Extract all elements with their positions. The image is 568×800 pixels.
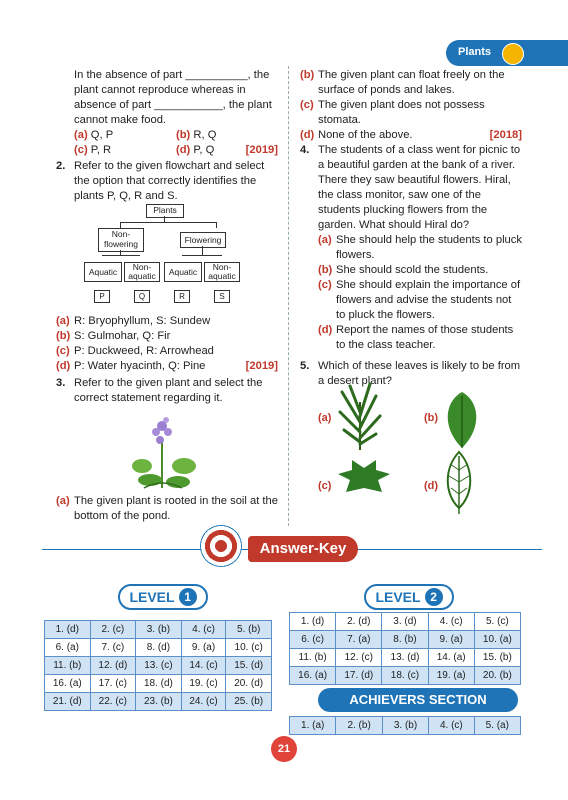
q3-opt-d-text: None of the above. xyxy=(318,129,413,141)
q4-options xyxy=(300,233,522,353)
achievers-table xyxy=(289,716,521,735)
answer-cell: 23. (b) xyxy=(136,693,182,711)
answer-cell: 3. (b) xyxy=(136,621,182,639)
answer-cell: 5. (a) xyxy=(474,717,520,735)
q2-opt-c xyxy=(56,344,278,359)
answer-cell: 19. (c) xyxy=(181,675,226,693)
answer-cell: 14. (a) xyxy=(428,649,474,667)
q4-opt-a-letter: (a) xyxy=(318,234,332,246)
plants-flowchart xyxy=(84,204,254,304)
answer-cell: 10. (a) xyxy=(474,631,520,649)
question-4 xyxy=(300,143,522,233)
q3-opt-d xyxy=(300,128,522,143)
answer-row xyxy=(45,639,272,657)
answer-row xyxy=(290,717,521,735)
q2-opt-b-letter: (b) xyxy=(56,330,71,342)
q1-opt-c-letter: (c) xyxy=(74,144,88,156)
q2-opt-b-text: S: Gulmohar, Q: Fir xyxy=(74,330,171,342)
q1-options-row1 xyxy=(56,128,278,143)
level-2-number: 2 xyxy=(425,588,443,606)
q4-opt-d-letter: (d) xyxy=(318,324,333,336)
q1-stem: In the absence of part __________, the plant cannot reproduce whereas in absence of part ___________, the plant cannot make food. xyxy=(74,69,272,126)
leaf-a-image xyxy=(336,382,384,452)
answer-cell: 12. (c) xyxy=(336,649,382,667)
chapter-tab-label: Plants xyxy=(458,46,492,58)
q2-opt-c-letter: (c) xyxy=(56,345,70,357)
fc-nonaquatic-2: Non-aquatic xyxy=(204,262,240,282)
q1-year: [2019] xyxy=(245,144,278,156)
q3-opt-c xyxy=(300,98,522,128)
answer-key-title: Answer-Key xyxy=(248,536,358,562)
answer-cell: 18. (c) xyxy=(382,667,428,685)
q4-opt-d xyxy=(318,323,522,353)
leaf-label-a: (a) xyxy=(318,412,332,424)
q3-opt-a-letter: (a) xyxy=(56,495,70,507)
page-number: 21 xyxy=(271,736,297,762)
left-column xyxy=(56,68,278,204)
level-2-label: LEVEL xyxy=(375,589,421,605)
answer-cell: 12. (d) xyxy=(90,657,136,675)
answer-cell: 11. (b) xyxy=(45,657,91,675)
question-3 xyxy=(56,376,278,406)
q1-opt-b-letter: (b) xyxy=(176,129,191,141)
water-hyacinth-image xyxy=(124,410,204,490)
achievers-title: ACHIEVERS SECTION xyxy=(318,688,518,712)
answer-row xyxy=(290,649,521,667)
fc-aquatic-2: Aquatic xyxy=(164,262,202,282)
question-2 xyxy=(56,159,278,204)
answer-cell: 1. (d) xyxy=(45,621,91,639)
q4-text: The students of a class went for picnic to a beautiful garden at the bank of a river. There they saw beautiful flowers. Hiral, the class monitor, saw one of the students plucking flowers from the garden. What should Hiral do? xyxy=(318,144,521,231)
q3-opt-b-text: The given plant can float freely on the surface of ponds and lakes. xyxy=(318,69,505,96)
answer-cell: 16. (a) xyxy=(45,675,91,693)
q2-opt-a-letter: (a) xyxy=(56,315,70,327)
q2-opt-b xyxy=(56,329,278,344)
q1-opt-a-text: Q, P xyxy=(90,129,114,141)
q3-opt-a xyxy=(56,494,278,524)
level-2-pill xyxy=(364,584,454,610)
q3-opt-c-letter: (c) xyxy=(300,99,314,111)
answer-cell: 18. (d) xyxy=(136,675,182,693)
answer-cell: 13. (d) xyxy=(382,649,428,667)
answer-cell: 9. (a) xyxy=(181,639,226,657)
q1-opt-d-letter: (d) xyxy=(176,144,191,156)
answer-row xyxy=(45,621,272,639)
answer-row xyxy=(290,631,521,649)
q5-number: 5. xyxy=(300,360,310,372)
answer-cell: 4. (c) xyxy=(429,717,474,735)
answer-cell: 20. (d) xyxy=(226,675,272,693)
q1-opt-c-text: P, R xyxy=(90,144,112,156)
q1-opt-a-letter: (a) xyxy=(74,129,88,141)
fc-root: Plants xyxy=(146,204,184,218)
answer-cell: 3. (d) xyxy=(382,613,428,631)
answer-row xyxy=(290,613,521,631)
leaf-label-d: (d) xyxy=(424,480,439,492)
q4-opt-c-letter: (c) xyxy=(318,279,332,291)
answer-cell: 10. (c) xyxy=(226,639,272,657)
answer-cell: 6. (a) xyxy=(45,639,91,657)
q4-opt-b-text: She should scold the students. xyxy=(336,264,489,276)
column-divider xyxy=(288,66,289,526)
leaf-label-b: (b) xyxy=(424,412,439,424)
q4-opt-a xyxy=(318,233,522,263)
q3-text: Refer to the given plant and select the correct statement regarding it. xyxy=(74,377,263,404)
leaf-c-image xyxy=(336,458,392,516)
fc-leaf-r: R xyxy=(174,290,190,303)
q2-opt-d xyxy=(56,359,278,374)
answer-row xyxy=(45,693,272,711)
answer-cell: 11. (b) xyxy=(290,649,336,667)
q2-opt-a-text: R: Bryophyllum, S: Sundew xyxy=(74,315,211,327)
answer-cell: 24. (c) xyxy=(181,693,226,711)
answer-cell: 22. (c) xyxy=(90,693,136,711)
level-2-table xyxy=(289,612,521,685)
q2-opt-d-text: P: Water hyacinth, Q: Pine xyxy=(74,360,206,372)
atom-icon xyxy=(502,43,524,65)
fc-nonflowering: Non-flowering xyxy=(98,228,144,252)
left-column-lower xyxy=(56,314,278,406)
q4-opt-a-text: She should help the students to pluck flowers. xyxy=(336,234,522,261)
q3-opt-a-text: The given plant is rooted in the soil at the bottom of the pond. xyxy=(74,495,278,522)
chapter-tab xyxy=(446,40,568,66)
level-1-table xyxy=(44,620,272,711)
answer-cell: 21. (d) xyxy=(45,693,91,711)
right-column xyxy=(300,68,522,389)
answer-row xyxy=(45,657,272,675)
answer-row xyxy=(45,675,272,693)
q4-opt-d-text: Report the names of those students to the class teacher. xyxy=(336,324,514,351)
fc-flowering: Flowering xyxy=(180,232,226,248)
answer-cell: 15. (b) xyxy=(474,649,520,667)
q2-text: Refer to the given flowchart and select the option that correctly identifies the plants P, Q, R and S. xyxy=(74,160,265,202)
answer-cell: 19. (a) xyxy=(428,667,474,685)
q2-number: 2. xyxy=(56,160,66,172)
q5-text: Which of these leaves is likely to be from a desert plant? xyxy=(318,360,521,387)
answer-cell: 9. (a) xyxy=(428,631,474,649)
answer-cell: 8. (b) xyxy=(382,631,428,649)
q4-opt-b xyxy=(318,263,522,278)
q2-opt-c-text: P: Duckweed, R: Arrowhead xyxy=(74,345,214,357)
q3-opt-c-text: The given plant does not possess stomata. xyxy=(318,99,485,126)
answer-row xyxy=(290,667,521,685)
answer-cell: 4. (c) xyxy=(428,613,474,631)
fc-leaf-p: P xyxy=(94,290,110,303)
level-1-label: LEVEL xyxy=(129,589,175,605)
answer-cell: 4. (c) xyxy=(181,621,226,639)
q4-opt-c-text: She should explain the importance of flowers and advise the students not to pluck the flowers. xyxy=(336,279,521,321)
level-1-number: 1 xyxy=(179,588,197,606)
answer-cell: 16. (a) xyxy=(290,667,336,685)
leaf-label-c: (c) xyxy=(318,480,332,492)
q4-number: 4. xyxy=(300,144,310,156)
fc-nonaquatic-1: Non-aquatic xyxy=(124,262,160,282)
q3-opt-b-letter: (b) xyxy=(300,69,315,81)
answer-cell: 2. (b) xyxy=(336,717,382,735)
answer-cell: 17. (d) xyxy=(336,667,382,685)
answer-cell: 2. (d) xyxy=(336,613,382,631)
answer-cell: 5. (b) xyxy=(226,621,272,639)
answer-cell: 6. (c) xyxy=(290,631,336,649)
answer-cell: 2. (c) xyxy=(90,621,136,639)
answer-cell: 8. (d) xyxy=(136,639,182,657)
fc-aquatic-1: Aquatic xyxy=(84,262,122,282)
answer-cell: 17. (c) xyxy=(90,675,136,693)
leaf-d-image xyxy=(442,450,476,516)
answer-cell: 20. (b) xyxy=(474,667,520,685)
q4-opt-c xyxy=(318,278,522,323)
answer-cell: 13. (c) xyxy=(136,657,182,675)
q4-opt-b-letter: (b) xyxy=(318,264,333,276)
q1-opt-b-text: R, Q xyxy=(193,129,217,141)
q1-opt-d-text: P, Q xyxy=(193,144,215,156)
answer-cell: 15. (d) xyxy=(226,657,272,675)
q2-year: [2019] xyxy=(245,360,278,372)
q2-opt-d-letter: (d) xyxy=(56,360,71,372)
fc-leaf-s: S xyxy=(214,290,230,303)
answer-cell: 3. (b) xyxy=(382,717,428,735)
answer-cell: 1. (d) xyxy=(290,613,336,631)
q3-opt-a-block xyxy=(56,494,278,524)
answer-cell: 25. (b) xyxy=(226,693,272,711)
question-5 xyxy=(300,359,522,389)
level-1-pill xyxy=(118,584,208,610)
leaf-b-image xyxy=(440,388,484,452)
q1-options-row2 xyxy=(56,143,278,158)
q3-year: [2018] xyxy=(489,129,522,141)
answer-cell: 14. (c) xyxy=(181,657,226,675)
q3-opt-b xyxy=(300,68,522,98)
q2-opt-a xyxy=(56,314,278,329)
answer-cell: 7. (c) xyxy=(90,639,136,657)
answer-cell: 5. (c) xyxy=(474,613,520,631)
q3-number: 3. xyxy=(56,377,66,389)
q3-opt-d-letter: (d) xyxy=(300,129,315,141)
target-icon xyxy=(200,525,242,567)
answer-cell: 1. (a) xyxy=(290,717,336,735)
answer-cell: 7. (a) xyxy=(336,631,382,649)
fc-leaf-q: Q xyxy=(134,290,150,303)
